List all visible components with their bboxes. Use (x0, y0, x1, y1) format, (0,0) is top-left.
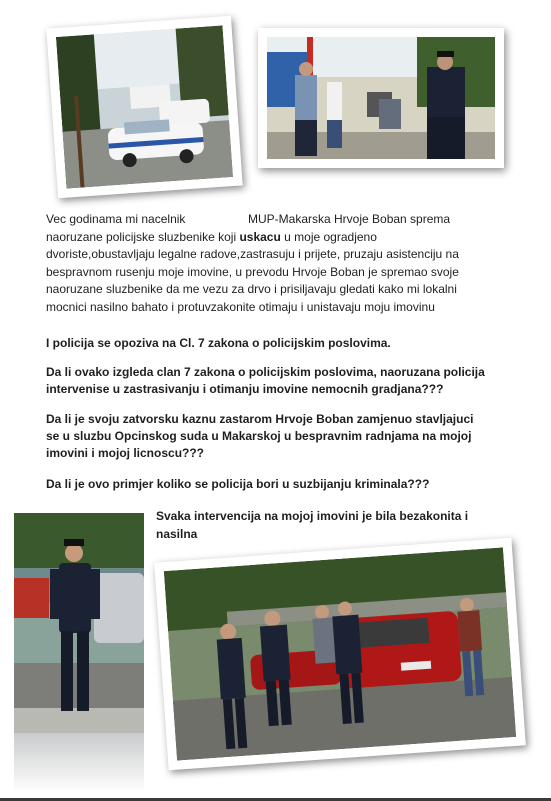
paragraph-line-6: mocnici nasilno bahato i protuvzakonite otimaju i unistavaju moju imovinu (46, 299, 435, 314)
photo-officers-red-car (154, 538, 526, 770)
caption (156, 508, 506, 543)
photo-police-car (46, 16, 242, 198)
paragraph-line-2 (46, 229, 526, 247)
paragraph-line-2-post: u moje ogradjeno (280, 229, 377, 244)
question-1-line-2: intervenise u zastrasivanju i otimanju imovine nemocnih gradjana??? (46, 382, 444, 396)
paragraph-line-3: dvoriste,obustavljaju legalne radove,zastrasuju i prijete, pruzaju asistenciju na (46, 247, 459, 261)
paragraph-line-1-end: MUP-Makarska Hrvoje Boban sprema (248, 212, 451, 226)
paragraph-line-2-pre: naoruzane policijske sluzbenike koji (46, 229, 240, 244)
paragraph-line-1-start: Vec godinama mi nacelnik (46, 212, 186, 226)
paragraph-line-2-bold: uskacu (239, 229, 281, 244)
question-3: Da li je ovo primjer koliko se policija bori u suzbijanju kriminala??? (46, 477, 430, 491)
main-paragraph (46, 211, 526, 316)
question-2-line-3: imovini i mojoj licnoscu??? (46, 446, 205, 460)
photo-officer-reflection (14, 733, 144, 793)
caption-line-1: Svaka intervencija na mojoj imovini je bila bezakonita i (156, 509, 469, 523)
question-2-line-1: Da li je svoju zatvorsku kaznu zastarom Hrvoje Boban zamjenuo stavljajuci (46, 412, 474, 426)
question-2-line-2: se u sluzbu Opcinskog suda u Makarskoj u bespravnim radnjama na mojoj (46, 429, 472, 443)
paragraph-line-1 (46, 211, 526, 229)
paragraph-line-4: bespravnom rusenju moje imovine, u prevodu Hrvoje Boban je spremao svoje (46, 264, 459, 279)
question-1-line-1: Da li ovako izgleda clan 7 zakona o policijskim poslovima, naoruzana policija (46, 365, 485, 379)
paragraph-line-5: naoruzane sluzbenike da me vezu za drvo i prisiljavaju gledati kako mi lokalni (46, 282, 457, 296)
statement-opposition: I policija se opoziva na Cl. 7 zakona o policijskim poslovima. (46, 336, 391, 350)
photo-officers-worksite (258, 28, 504, 168)
photo-officer-standing (14, 513, 144, 733)
caption-line-2: nasilna (156, 526, 198, 541)
